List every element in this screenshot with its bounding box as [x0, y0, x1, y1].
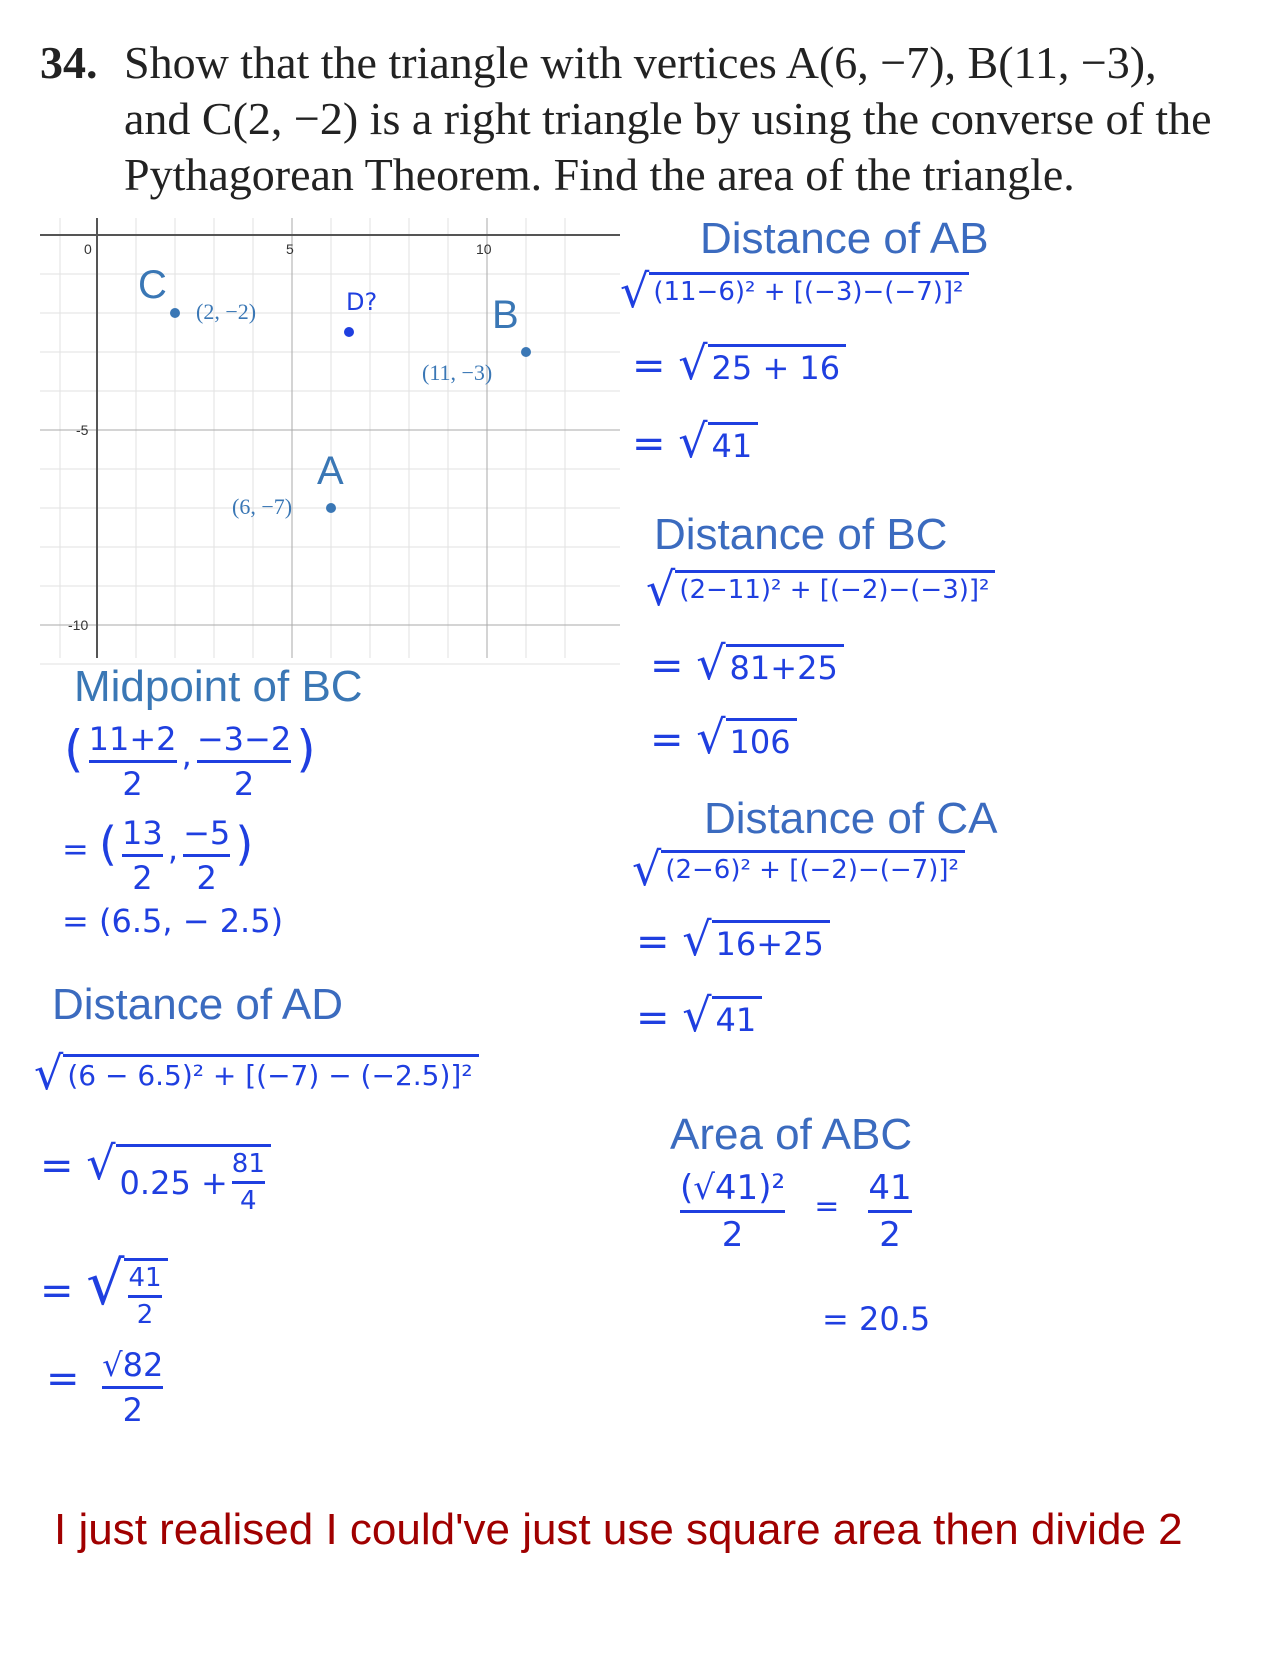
midpoint-title: Midpoint of BC	[74, 662, 363, 711]
area-result: = 20.5	[822, 1300, 931, 1338]
problem-line-2: and C(2, −2) is a right triangle by using the converse of the	[124, 93, 1212, 144]
grid-lines	[40, 218, 620, 664]
ad-step3: = √ $\frac{41}{2}$	[40, 1254, 168, 1330]
ad-title: Distance of AD	[52, 980, 344, 1029]
midpoint-result: = (6.5, − 2.5)	[62, 902, 284, 940]
ad-step4: = $\frac{√82}{2}$	[46, 1346, 164, 1429]
note-text: I just realised I could've just use square area then divide 2	[54, 1505, 1183, 1554]
midpoint-step1: ( $\frac{11+2}{2}$ , $\frac{-3-2}{2}$ )	[64, 720, 316, 803]
area-title: Area of ABC	[670, 1110, 913, 1159]
point-a-label: A	[317, 449, 344, 493]
ad-step2: = √ 0.25 + $\frac{81}{4}$	[40, 1140, 271, 1216]
bc-step3: = √ 106	[650, 714, 797, 763]
x-tick-5: 5	[286, 241, 294, 257]
midpoint-step2: = ( $\frac{13}{2}$ , $\frac{-5}{2}$ )	[62, 814, 254, 897]
point-c-label: C	[138, 263, 167, 307]
point-c	[170, 308, 180, 318]
point-a-coord: (6, −7)	[232, 494, 293, 519]
bc-title: Distance of BC	[654, 510, 948, 559]
y-tick-minus5: -5	[76, 422, 89, 438]
y-tick-minus10: -10	[68, 617, 89, 633]
problem-line-3: Pythagorean Theorem. Find the area of the triangle.	[124, 149, 1075, 200]
ab-step1: √ (11−6)² + [(−3)−(−7)]²	[620, 268, 969, 314]
point-d	[344, 327, 354, 337]
point-b-coord: (11, −3)	[422, 360, 493, 385]
ca-step1: √ (2−6)² + [(−2)−(−7)]²	[632, 846, 965, 892]
bc-step2: = √ 81+25	[650, 640, 844, 689]
problem-number: 34.	[40, 37, 98, 88]
ad-step1: √ (6 − 6.5)² + [(−7) − (−2.5)]²	[34, 1050, 479, 1096]
ab-step3: = √ 41	[632, 418, 758, 467]
ca-step3: = √ 41	[636, 992, 762, 1041]
ca-title: Distance of CA	[704, 794, 998, 843]
point-c-coord: (2, −2)	[196, 299, 257, 324]
point-b	[521, 347, 531, 357]
ab-step2: = √ 25 + 16	[632, 340, 846, 389]
point-d-label: D?	[346, 288, 378, 316]
point-a	[326, 503, 336, 513]
x-tick-10: 10	[476, 241, 492, 257]
area-step1: $\frac{\text{(√41)²}}{2}$ = $\frac{41}{2}$	[680, 1168, 912, 1255]
bc-step1: √ (2−11)² + [(−2)−(−3)]²	[646, 566, 995, 612]
coordinate-graph	[40, 218, 620, 678]
ab-title: Distance of AB	[700, 214, 989, 263]
point-b-label: B	[492, 293, 519, 337]
x-tick-0: 0	[84, 241, 92, 257]
major-grid-lines	[40, 218, 620, 658]
axes	[40, 218, 620, 658]
problem-line-1: Show that the triangle with vertices A(6, −7), B(11, −3),	[124, 37, 1157, 88]
ca-step2: = √ 16+25	[636, 916, 830, 965]
